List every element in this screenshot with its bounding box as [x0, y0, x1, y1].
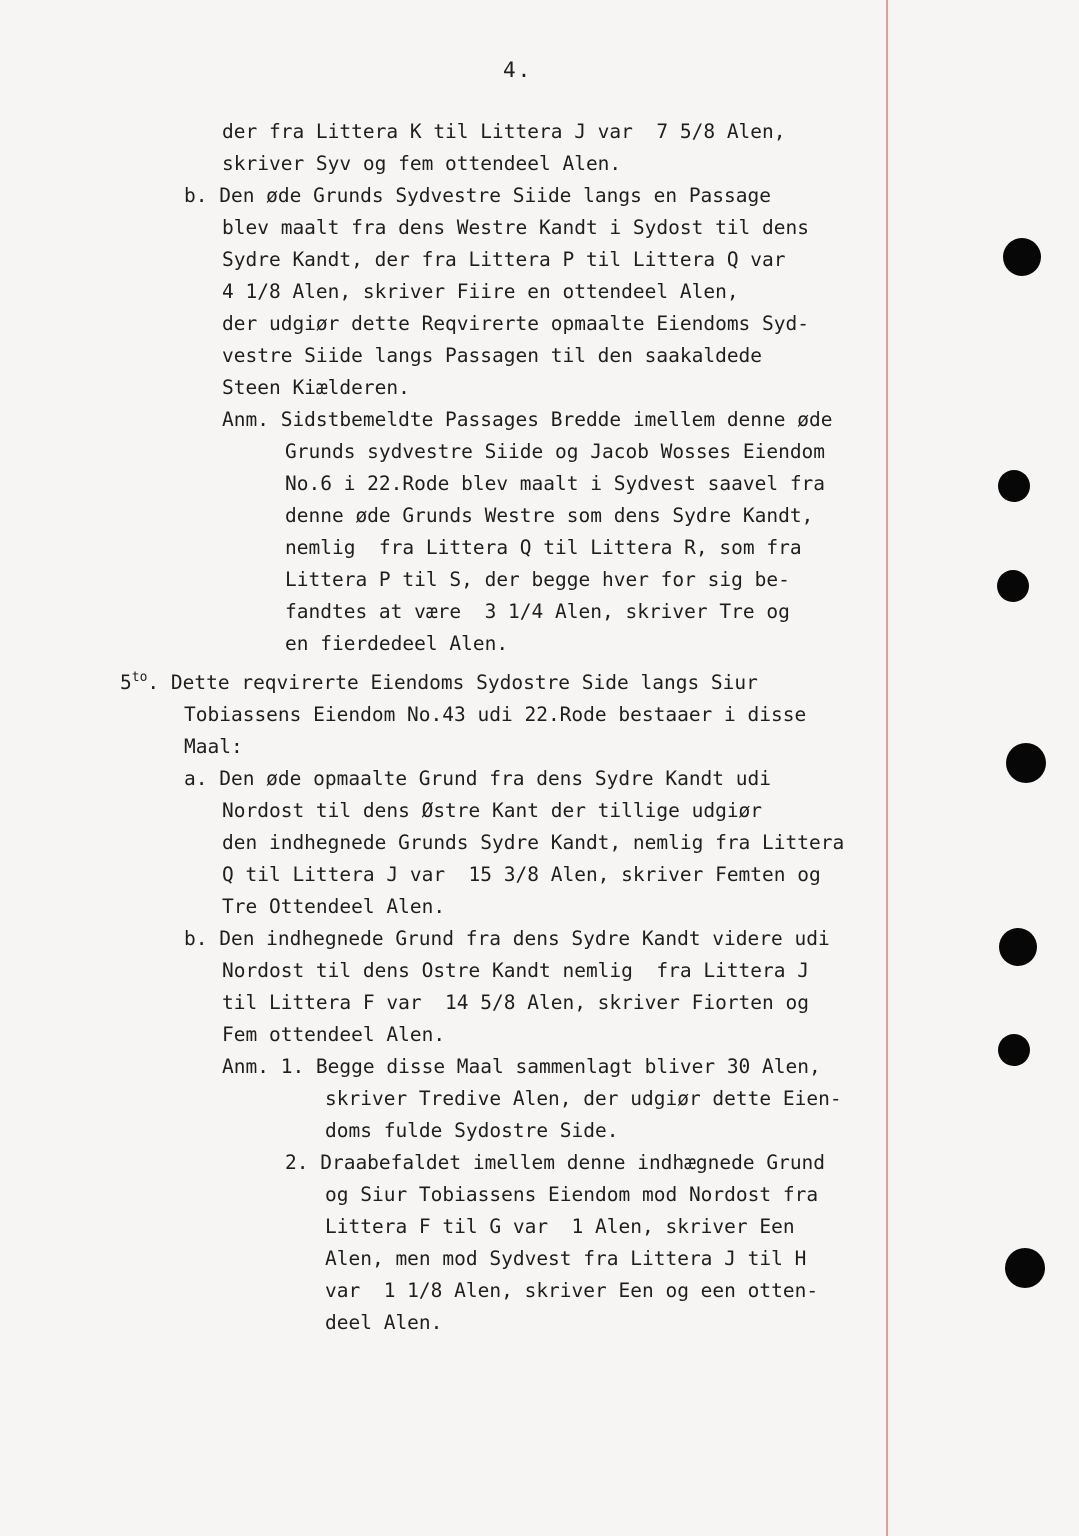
- text-line: fandtes at være 3 1/4 Alen, skriver Tre og: [285, 600, 790, 623]
- text-line: blev maalt fra dens Westre Kandt i Sydost til dens: [222, 216, 809, 239]
- punch-hole: [997, 570, 1029, 602]
- text-line: Alen, men mod Sydvest fra Littera J til H: [325, 1247, 807, 1270]
- section-heading-text: . Dette reqvirerte Eiendoms Sydostre Side langs Siur: [147, 671, 758, 694]
- section-number: 5: [120, 671, 132, 694]
- text-line: var 1 1/8 Alen, skriver Een og een otten-: [325, 1279, 819, 1302]
- text-line: Littera F til G var 1 Alen, skriver Een: [325, 1215, 795, 1238]
- text-line: 2. Draabefaldet imellem denne indhægnede Grund: [285, 1151, 826, 1174]
- text-line: Fem ottendeel Alen.: [222, 1023, 446, 1046]
- text-line: Tre Ottendeel Alen.: [222, 895, 446, 918]
- text-line: til Littera F var 14 5/8 Alen, skriver Fiorten og: [222, 991, 809, 1014]
- text-line: denne øde Grunds Westre som dens Sydre Kandt,: [285, 504, 814, 527]
- text-line: vestre Siide langs Passagen til den saakaldede: [222, 344, 763, 367]
- text-line: Nordost til dens Ostre Kandt nemlig fra Littera J: [222, 959, 809, 982]
- section-heading-line: [120, 671, 758, 695]
- page-number: 4.: [503, 58, 533, 82]
- text-line: b. Den indhegnede Grund fra dens Sydre Kandt videre udi: [184, 927, 830, 950]
- text-line: og Siur Tobiassens Eiendom mod Nordost fra: [325, 1183, 819, 1206]
- text-line: der udgiør dette Reqvirerte opmaalte Eiendoms Syd-: [222, 312, 809, 335]
- ordinal-suffix: to: [131, 670, 148, 685]
- text-line: skriver Tredive Alen, der udgiør dette Eien-: [325, 1087, 842, 1110]
- margin-rule: [886, 0, 888, 1536]
- punch-hole: [1005, 1248, 1045, 1288]
- text-line: 4 1/8 Alen, skriver Fiire en ottendeel Alen,: [222, 280, 739, 303]
- punch-hole: [999, 928, 1037, 966]
- text-line: Littera P til S, der begge hver for sig be-: [285, 568, 790, 591]
- text-line: Steen Kiælderen.: [222, 376, 410, 399]
- text-line: der fra Littera K til Littera J var 7 5/8 Alen,: [222, 120, 786, 143]
- text-line: Grunds sydvestre Siide og Jacob Wosses Eiendom: [285, 440, 826, 463]
- text-line: a. Den øde opmaalte Grund fra dens Sydre Kandt udi: [184, 767, 771, 790]
- text-line: Tobiassens Eiendom No.43 udi 22.Rode bestaaer i disse: [184, 703, 807, 726]
- text-line: skriver Syv og fem ottendeel Alen.: [222, 152, 622, 175]
- text-line: Maal:: [184, 735, 243, 758]
- punch-hole: [998, 1034, 1030, 1066]
- text-line: deel Alen.: [325, 1311, 443, 1334]
- text-line: doms fulde Sydostre Side.: [325, 1119, 619, 1142]
- text-line: en fierdedeel Alen.: [285, 632, 509, 655]
- text-line: Anm. 1. Begge disse Maal sammenlagt bliver 30 Alen,: [222, 1055, 821, 1078]
- text-line: Sydre Kandt, der fra Littera P til Littera Q var: [222, 248, 786, 271]
- punch-hole: [998, 470, 1030, 502]
- punch-hole: [1003, 238, 1041, 276]
- punch-hole: [1006, 743, 1046, 783]
- text-line: Nordost til dens Østre Kant der tillige udgiør: [222, 799, 763, 822]
- text-line: Q til Littera J var 15 3/8 Alen, skriver Femten og: [222, 863, 821, 886]
- text-line: den indhegnede Grunds Sydre Kandt, nemlig fra Littera: [222, 831, 845, 854]
- text-line: b. Den øde Grunds Sydvestre Siide langs en Passage: [184, 184, 771, 207]
- text-line: Anm. Sidstbemeldte Passages Bredde imellem denne øde: [222, 408, 833, 431]
- text-line: No.6 i 22.Rode blev maalt i Sydvest saavel fra: [285, 472, 826, 495]
- text-line: nemlig fra Littera Q til Littera R, som fra: [285, 536, 802, 559]
